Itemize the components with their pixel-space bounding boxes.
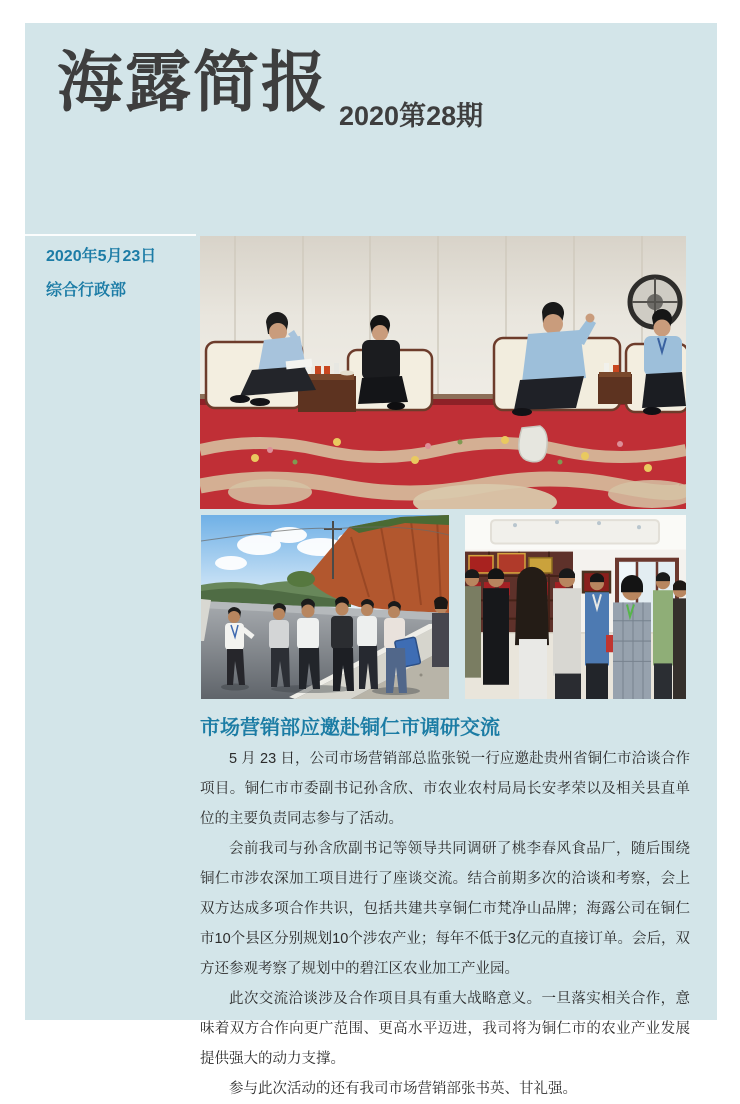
newsletter-issue-number: 2020第28期 xyxy=(339,101,484,131)
photo-meeting-room xyxy=(200,236,686,509)
photo-showroom-visit xyxy=(465,515,686,699)
sidebar-divider-line xyxy=(25,234,196,236)
article-heading: 市场营销部应邀赴铜仁市调研交流 xyxy=(200,717,500,739)
photo-showroom-illustration xyxy=(465,515,686,699)
plastic-bag xyxy=(519,426,547,462)
article-body xyxy=(200,744,690,1104)
article-paragraph-3: 此次交流洽谈涉及合作项目具有重大战略意义。一旦落实相关合作，意味着双方合作向更广范围、更高水平迈进，我司将为铜仁市的农业产业发展提供强大的动力支撑。 xyxy=(200,991,690,1067)
newsletter-date: 2020年5月23日 xyxy=(46,248,157,265)
article-paragraph-1: 5 月 23 日，公司市场营销部总监张锐一行应邀赴贵州省铜仁市洽谈合作项目。铜仁市市委副书记孙含欣、市农业农村局局长安孝荣以及相关县直单位的主要负责同志参与了活动。 xyxy=(200,751,690,827)
photo-road-inspection xyxy=(201,515,449,699)
article-paragraph-4: 参与此次活动的还有我司市场营销部张书英、甘礼强。 xyxy=(229,1081,577,1097)
photo-meeting-room-illustration xyxy=(200,236,686,509)
newsletter-title: 海露简报 xyxy=(57,45,329,119)
article-paragraph-2: 会前我司与孙含欣副书记等领导共同调研了桃李春风食品厂，随后围绕铜仁市涉农深加工项目进行了座谈交流。结合前期多次的洽谈和考察，会上双方达成多项合作共识，包括共建共享铜仁市梵净山品牌；海露公司在铜仁市10个县区分别规划10个涉农产业；每年不低于3亿元的直接订单。会后，双方还参观考察了规划中的碧江区农业加工产业园。 xyxy=(200,841,690,977)
photo-road-illustration xyxy=(201,515,449,699)
newsletter-department: 综合行政部 xyxy=(46,282,127,299)
